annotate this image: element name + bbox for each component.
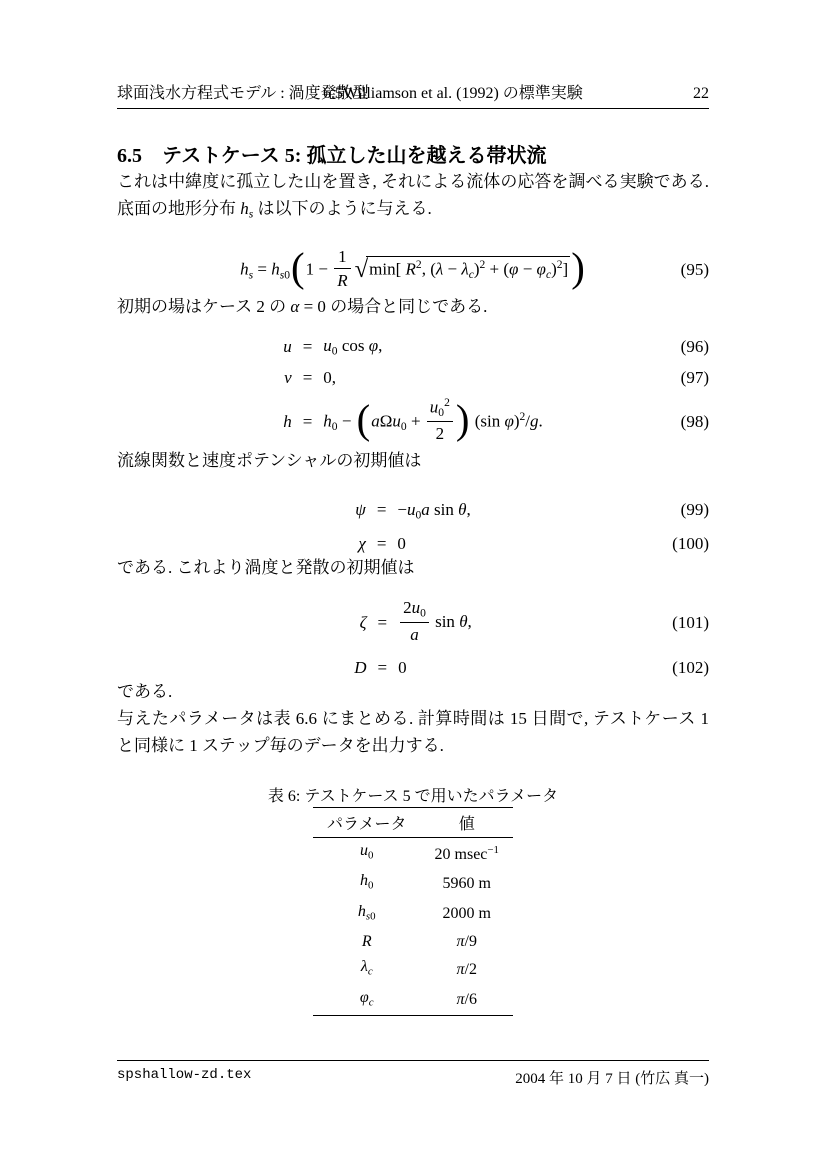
equation-95-number: (95) [680,260,709,280]
equation-101-rhs: $\frac{2u_0}{a}$ sin θ, [398,599,472,647]
table-header-row [313,807,513,837]
section-heading [117,139,709,168]
equation-group-zeta-d [117,599,709,677]
equation-97-number: (97) [680,367,709,387]
parameter-table [313,807,513,1016]
overlapping-section-title: 6.5Williamson et al. (1992) の標準実験 [323,85,583,102]
running-title: 球面浅水方程式モデル : 渦度発散型 [117,85,369,102]
value-cell: 20 msec$^{-1}$ [434,844,499,864]
footer-filename: spshallow-zd.tex [117,1067,252,1083]
equation-102-lhs: D [354,657,367,677]
parameter-table-block [117,783,709,1016]
paragraph-vorticity-divergence: である. これより渦度と発散の初期値は [117,558,415,578]
equation-99-rhs: $-u_0a$ sin θ, [397,499,471,522]
table-row [313,985,513,1016]
paragraph-parameters: 与えたパラメータは表 6.6 にまとめる. 計算時間は 15 日間で, テストケース 1 と同様に 1 ステップ毎のデータを出力する. [117,708,709,755]
footer-date: 2004 年 10 月 7 日 (竹広 真一) [515,1071,709,1087]
table-row [313,868,513,898]
column-header-parameter: パラメータ [313,807,421,837]
table-row [313,954,513,984]
equation-101-lhs: ζ [359,613,367,633]
equation-98-rhs: $h_0 - (a\Omega u_0$ + $\frac{u_0^2}{2}$ ) (sin φ)$^2$/g. [323,395,543,444]
equals-sign: = [302,412,313,432]
section-title: テストケース 5: 孤立した山を越える帯状流 [162,145,547,167]
equals-sign: = [377,613,388,633]
value-cell: π/6 [456,991,477,1009]
page-number: 22 [693,85,709,102]
equation-96-number: (96) [680,337,709,357]
equation-97-rhs: 0, [323,367,337,387]
section-number: 6.5 [117,145,142,167]
paragraph-streamfunction: 流線関数と速度ポテンシャルの初期値は [117,450,422,470]
equals-sign: = [302,337,313,357]
equals-sign: = [376,500,387,520]
equation-102-rhs: 0 [398,657,407,677]
table-row [313,929,513,954]
paragraph-initial-field: 初期の場はケース 2 の α = 0 の場合と同じである. [117,297,488,317]
equation-100-number: (100) [672,534,709,554]
equation-100-rhs: 0 [397,534,406,554]
equation-102-number: (102) [672,657,709,677]
param-cell: $\lambda_c$ [360,958,373,978]
paragraph-dearu: である. [117,681,173,701]
equation-95-body: $h_s = h_{s0}(1$ − $\frac{1}{R}$ √min[ $R^2$, $(\lambda - \lambda_c)^2 + (\varphi - \varphi_c)^2$]) [240,245,585,290]
page-footer [117,1060,709,1088]
table-row [313,899,513,929]
column-header-value: 値 [421,807,513,837]
equation-101-number: (101) [672,613,709,633]
equation-100-lhs: χ [358,534,366,554]
equation-99-number: (99) [680,500,709,520]
param-cell: $h_0$ [360,872,374,892]
page-header [117,84,709,109]
equation-96-lhs: u [283,337,292,357]
equation-group-psi-chi [117,500,709,555]
table-row [313,837,513,868]
page-content [117,0,709,1016]
equation-98-lhs: h [283,412,292,432]
value-cell: 5960 m [442,874,491,892]
equals-sign: = [376,534,387,554]
param-cell: R [361,933,372,951]
paragraph-intro: これは中緯度に孤立した山を置き, それによる流体の応答を調べる実験である. 底面の地形分布 $h_s$ は以下のように与える. [117,172,709,221]
value-cell: π/2 [456,960,477,978]
equation-96-rhs: $u_0$ cos φ, [323,336,383,358]
equation-95 [117,245,709,294]
value-cell: 2000 m [442,905,491,923]
equals-sign: = [377,657,388,677]
equation-98-number: (98) [680,412,709,432]
equation-99-lhs: ψ [355,500,366,520]
value-cell: π/9 [456,933,477,951]
table-caption: 表 6: テストケース 5 で用いたパラメータ [267,787,559,805]
equation-group-uvh [117,336,709,446]
equals-sign: = [302,367,313,387]
equation-97-lhs: v [284,367,292,387]
param-cell: $u_0$ [360,841,374,862]
param-cell: $h_{s0}$ [357,902,376,923]
param-cell: $\varphi_c$ [359,988,374,1009]
